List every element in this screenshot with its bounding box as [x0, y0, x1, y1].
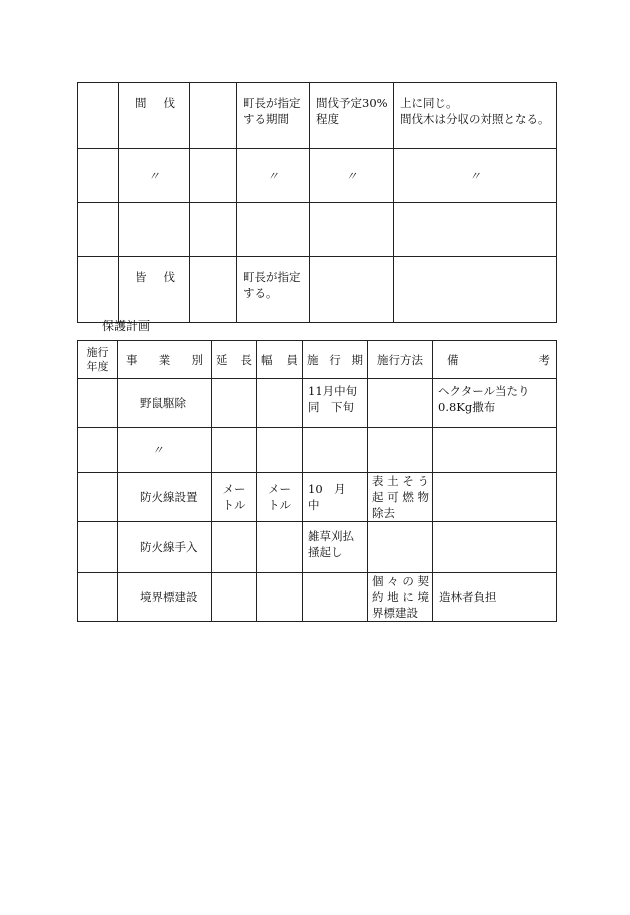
protection-table [77, 340, 557, 622]
work-type-cell: 皆 伐 [119, 257, 190, 323]
note-cell: ヘクタール当たり0.8Kg撒布 [433, 379, 557, 428]
project-cell: 野鼠駆除 [118, 379, 212, 428]
header-method: 施行方法 [368, 341, 433, 379]
unit-cell: メートル [212, 473, 257, 522]
header-note: 備 考 [433, 341, 557, 379]
table-row [78, 473, 557, 522]
table-row [78, 573, 557, 622]
ditto-mark: 〃 [310, 149, 394, 203]
header-width: 幅員 [257, 341, 303, 379]
table-row [78, 149, 557, 203]
header-row [78, 341, 557, 379]
period-cell: 10 月 中 [303, 473, 368, 522]
note-cell: 造林者負担 [433, 573, 557, 622]
period-cell: 町長が指定する期間 [237, 83, 310, 149]
table-row [78, 257, 557, 323]
header-project: 事 業 別 [118, 341, 212, 379]
project-cell: 防火線設置 [118, 473, 212, 522]
header-period: 施行期 [303, 341, 368, 379]
method-cell: 表土そう起可燃物除去 [368, 473, 433, 522]
ditto-mark: 〃 [118, 428, 212, 473]
table-row [78, 522, 557, 573]
table-row [78, 428, 557, 473]
period-cell: 町長が指定する。 [237, 257, 310, 323]
section-title: 保護計画 [102, 319, 151, 333]
ditto-mark: 〃 [237, 149, 310, 203]
method-cell: 個々の契約地に境界標建設 [368, 573, 433, 622]
unit-cell: メートル [257, 473, 303, 522]
period-cell: 11月中旬 同 下旬 [303, 379, 368, 428]
table-row [78, 203, 557, 257]
header-year: 施行年度 [78, 341, 118, 379]
ditto-mark: 〃 [394, 149, 557, 203]
cutting-table [77, 82, 557, 323]
table-row [78, 379, 557, 428]
work-type-cell: 間 伐 [119, 83, 190, 149]
ditto-mark: 〃 [119, 149, 190, 203]
period-cell: 雑草刈払掻起し [303, 522, 368, 573]
project-cell: 境界標建設 [118, 573, 212, 622]
table-row [78, 83, 557, 149]
amount-cell: 間伐予定30%程度 [310, 83, 394, 149]
project-cell: 防火線手入 [118, 522, 212, 573]
note-cell: 上に同じ。 間伐木は分収の対照となる。 [394, 83, 557, 149]
header-length: 延長 [212, 341, 257, 379]
